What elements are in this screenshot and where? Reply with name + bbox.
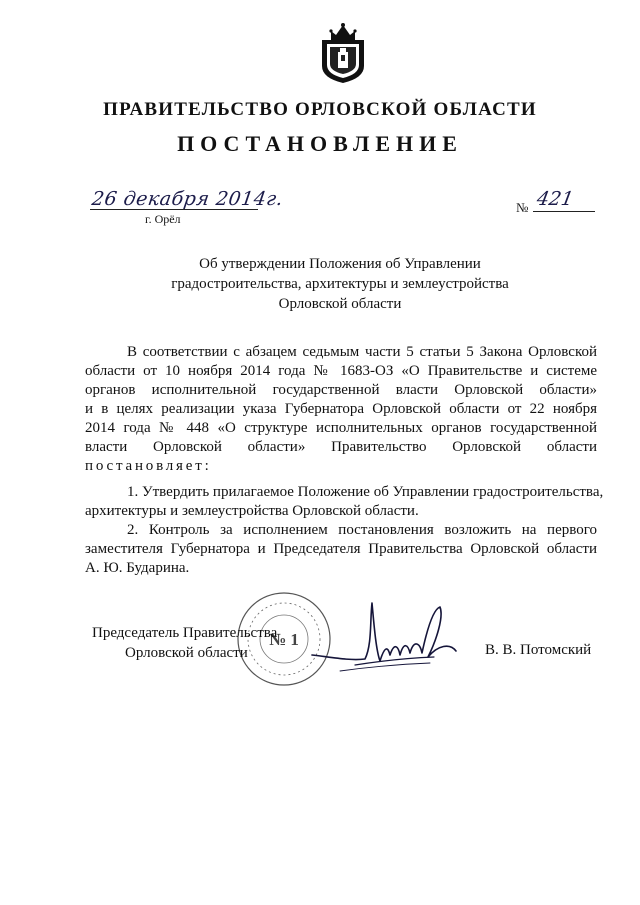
document-city: г. Орёл [145,212,181,226]
item-line: А. Ю. Бударина. [85,560,190,576]
preamble-line: области от 10 ноября 2014 года № 1683-ОЗ «О Правительстве и системе [85,363,597,379]
subject-line: Об утверждении Положения об Управлении [199,256,481,272]
signatory-name: В. В. Потомский [485,642,592,658]
date-underline [90,209,258,210]
preamble-line: В соответствии с абзацем седьмым части 5 статьи 5 Закона Орловской [127,344,597,360]
item-line: архитектуры и землеустройства Орловской области. [85,503,419,519]
resolution-items [85,483,604,578]
preamble-line: органов исполнительной государственной власти Орловской области» [85,382,597,398]
item-line: 1. Утвердить прилагаемое Положение об Управлении градостроительства, [127,484,604,500]
signatory-position [92,623,277,663]
position-line: Председатель Правительства [92,625,278,641]
document-number-handwritten: 421 [535,188,576,210]
number-underline [533,211,595,212]
subject-line: градостроительства, архитектуры и землеустройства [171,276,509,292]
preamble-line: 2014 года № 448 «О структуре исполнительных органов государственной [85,420,597,436]
document-type-title: ПОСТАНОВЛЕНИЕ [177,131,463,156]
position-line: Орловской области [125,645,248,661]
preamble-paragraph [85,343,597,476]
resolution-keyword: постановляет: [85,458,212,474]
preamble-line: власти Орловской области» Правительство Орловской области [85,439,597,455]
stamp-number: № 1 [269,630,299,649]
document-date-handwritten: 26 декабря 2014г. [90,188,285,210]
item-line: 2. Контроль за исполнением постановления возложить на первого [127,522,597,538]
preamble-line: и в целях реализации указа Губернатора Орловской области от 22 ноября [85,401,597,417]
subject-line: Орловской области [278,296,402,312]
coat-of-arms-icon [318,22,368,84]
document-number-label: № [516,200,529,215]
document-subject [0,254,640,314]
item-line: заместителя Губернатора и Председателя Правительства Орловской области [85,541,597,557]
organization-title: ПРАВИТЕЛЬСТВО ОРЛОВСКОЙ ОБЛАСТИ [103,99,537,120]
handwritten-signature-icon [310,595,460,680]
